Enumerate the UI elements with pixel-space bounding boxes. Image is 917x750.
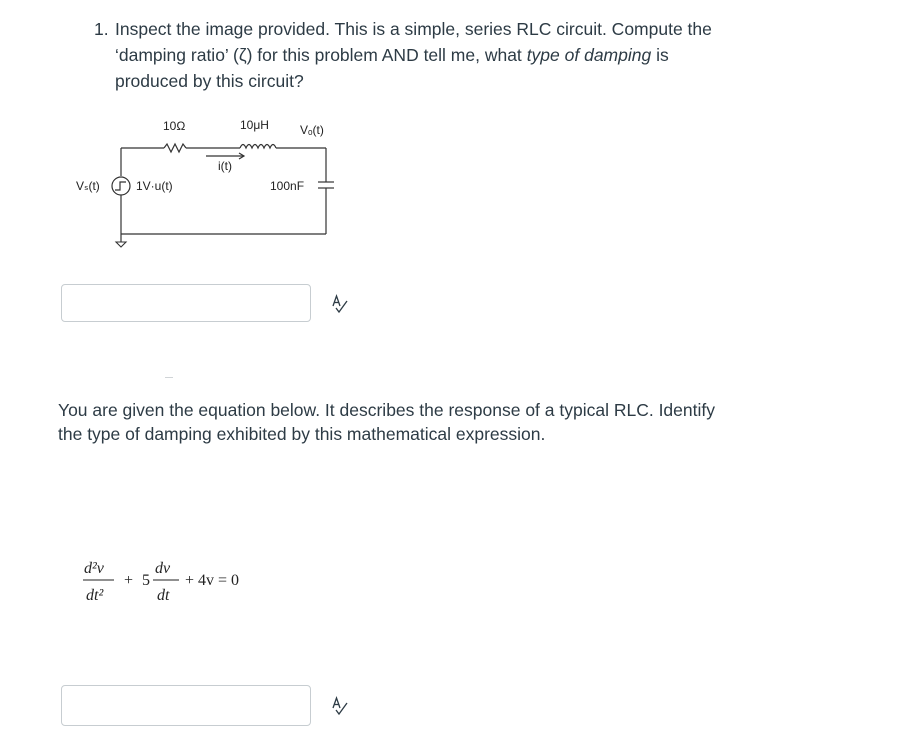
eq-d2v: d²v [84, 560, 104, 577]
eq-dv: dv [155, 560, 171, 577]
question-1-text [115, 16, 794, 94]
resistor-label: 10Ω [163, 119, 186, 133]
question-1-line-2: ‘damping ratio’ (ζ) for this problem AND tell me, what type of damping is [115, 45, 669, 65]
differential-equation [82, 556, 302, 612]
question-2-line-2: the type of damping exhibited by this mathematical expression. [58, 424, 546, 444]
step-symbol [115, 182, 126, 190]
ground-symbol [116, 242, 126, 247]
emphasis-type-of-damping: type of damping [526, 45, 652, 65]
capacitor-label: 100nF [270, 179, 305, 193]
eq-plus-1: + [124, 572, 134, 589]
answer-box-2[interactable] [61, 685, 311, 726]
source-value-label: 1V·u(t) [136, 179, 173, 193]
inductor [240, 145, 276, 149]
eq-dt: dt [157, 587, 170, 604]
question-1 [94, 16, 794, 94]
spellcheck-icon[interactable] [330, 293, 352, 315]
question-1-line-3: produced by this circuit? [115, 71, 304, 91]
eq-dt2: dt² [86, 587, 104, 604]
eq-tail: + 4v = 0 [185, 572, 240, 589]
question-2-line-1: You are given the equation below. It describes the response of a typical RLC. Identify [58, 400, 715, 420]
answer-input-2[interactable] [62, 686, 310, 725]
answer-box-1[interactable] [61, 284, 311, 322]
current-label: i(t) [218, 159, 232, 173]
eq-coefficient: 5 [142, 572, 150, 589]
question-1-line-1: Inspect the image provided. This is a simple, series RLC circuit. Compute the [115, 19, 712, 39]
output-voltage-label: Vₒ(t) [300, 123, 324, 137]
inductor-label: 10μH [240, 118, 269, 132]
rlc-circuit-diagram [70, 112, 370, 257]
question-2 [58, 398, 818, 446]
spellcheck-icon[interactable] [330, 695, 352, 717]
resistor [164, 144, 186, 152]
separator-mark [165, 377, 173, 378]
question-number: 1. [94, 19, 109, 39]
voltage-source [112, 177, 130, 195]
answer-input-1[interactable] [62, 285, 310, 321]
source-node-label: Vₛ(t) [76, 179, 100, 193]
